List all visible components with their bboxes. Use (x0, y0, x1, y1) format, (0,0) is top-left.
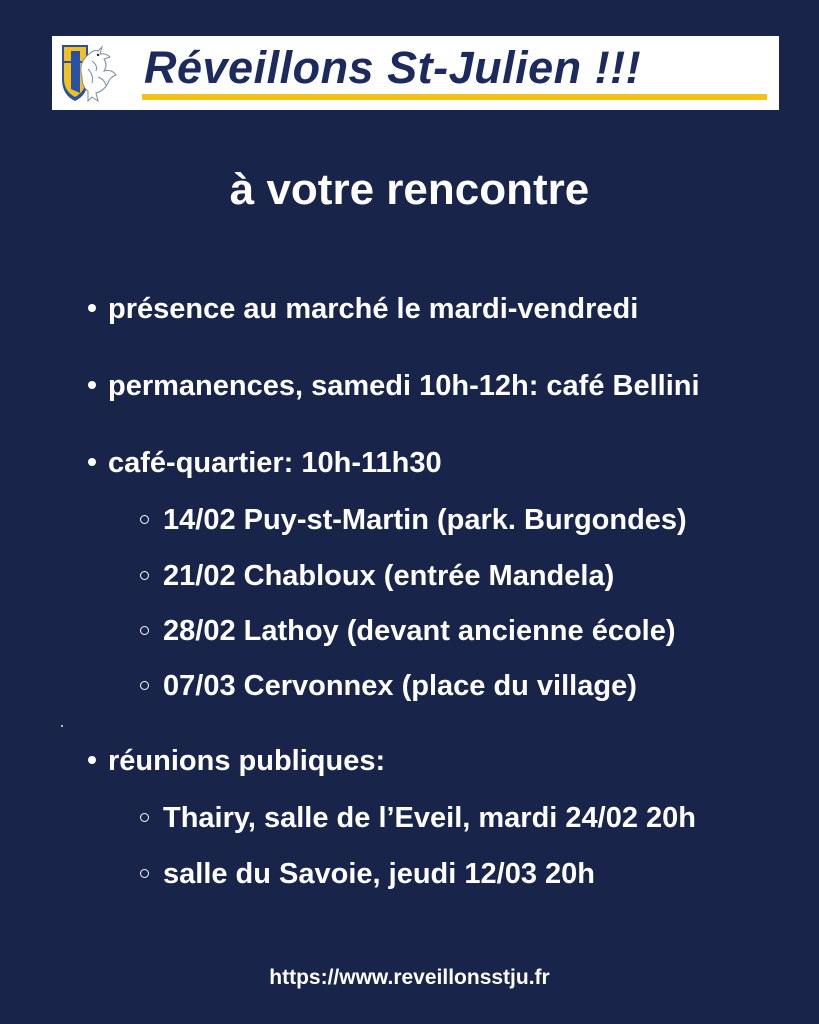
sub-list-item-label: 28/02 Lathoy (devant ancienne école) (163, 615, 676, 647)
list-item-label: présence au marché le mardi-vendredi (108, 293, 639, 325)
list-item-marche (88, 292, 638, 326)
circle-bullet-icon (140, 681, 149, 690)
bullet-icon (88, 458, 96, 466)
sub-list-item-label: 07/03 Cervonnex (place du village) (163, 670, 637, 702)
list-item-cafe-quartier (88, 446, 442, 480)
circle-bullet-icon (140, 626, 149, 635)
circle-bullet-icon (140, 571, 149, 580)
griffin-crest-icon (58, 41, 120, 105)
sub-list-item (140, 503, 687, 537)
page-title: à votre rencontre (229, 165, 590, 214)
sub-list-item (140, 801, 696, 835)
sub-list-item-label: 21/02 Chabloux (entrée Mandela) (163, 560, 615, 592)
list-item-label: réunions publiques: (108, 745, 386, 777)
sub-list-item-label: 14/02 Puy-st-Martin (park. Burgondes) (163, 504, 687, 536)
banner-underline (142, 94, 767, 100)
speck (61, 725, 63, 727)
sub-list-item (140, 614, 676, 648)
circle-bullet-icon (140, 813, 149, 822)
circle-bullet-icon (140, 515, 149, 524)
bullet-icon (88, 304, 96, 312)
footer-url[interactable]: https://www.reveillonsstju.fr (269, 966, 550, 989)
list-item-label: café-quartier: 10h-11h30 (108, 447, 442, 479)
sub-list-item (140, 559, 614, 593)
circle-bullet-icon (140, 869, 149, 878)
list-item-permanences (88, 369, 700, 403)
list-item-label: permanences, samedi 10h-12h: café Bellini (108, 370, 700, 402)
sub-list-item (140, 669, 637, 703)
banner-title: Réveillons St-Julien !!! (144, 42, 642, 93)
bullet-icon (88, 756, 96, 764)
sub-list-item-label: Thairy, salle de l’Eveil, mardi 24/02 20h (163, 802, 697, 834)
list-item-reunions (88, 744, 385, 778)
bullet-icon (88, 381, 96, 389)
sub-list-item (140, 857, 595, 891)
header-banner (52, 36, 779, 110)
sub-list-item-label: salle du Savoie, jeudi 12/03 20h (163, 858, 595, 890)
